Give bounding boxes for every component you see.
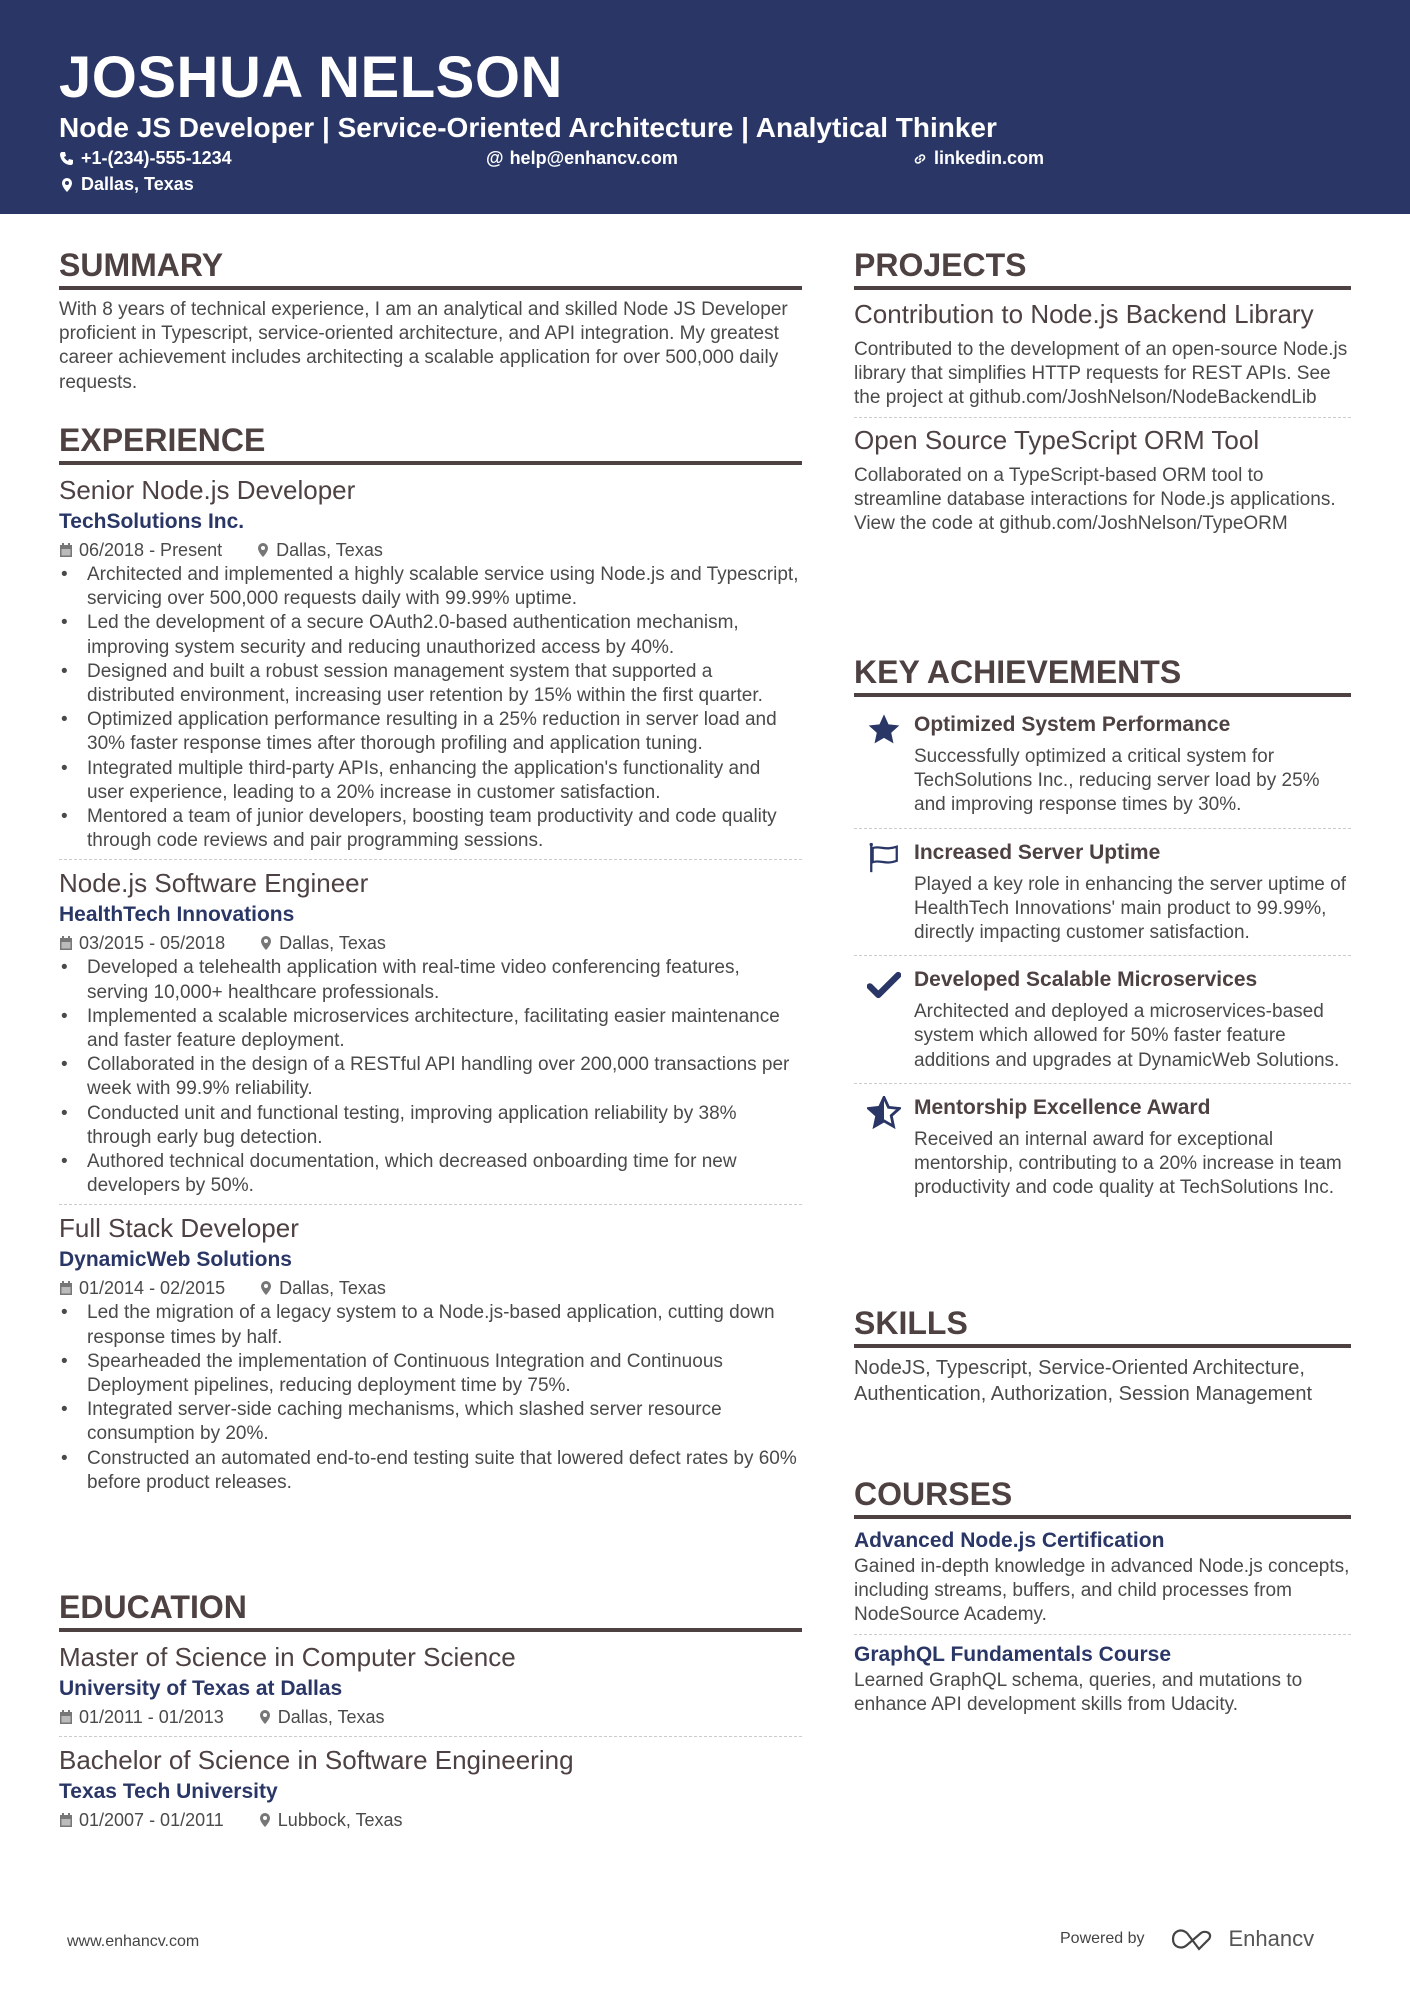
location-pin-icon <box>256 542 270 558</box>
company-name: TechSolutions Inc. <box>59 510 245 533</box>
contact-link[interactable] <box>912 148 1044 169</box>
meta-row <box>59 1704 802 1730</box>
degree: Master of Science in Computer Science <box>59 1642 516 1672</box>
achievement-description: Played a key role in enhancing the server uptime of HealthTech Innovations' main product to 99.99%, directly impacting customer satisfaction. <box>914 873 1346 944</box>
bullet-item: • Designed and built a robust session management system that supported a distributed environment, increasing user retention by 15% within the first quarter. <box>59 660 802 708</box>
dates: 06/2018 - Present <box>79 540 223 560</box>
school-name: University of Texas at Dallas <box>59 1677 343 1700</box>
achievements-section <box>854 653 1351 1206</box>
experience-section <box>59 421 802 1495</box>
section-heading: SUMMARY <box>59 246 802 290</box>
bullet-item: • Architected and implemented a highly scalable service using Node.js and Typescript, servicing over 500,000 requests daily with 99.99% uptime. <box>59 563 802 611</box>
bullet-item: • Integrated server-side caching mechanisms, which slashed server resource consumption by 20%. <box>59 1398 802 1446</box>
bullet-item: • Developed a telehealth application with real-time video conferencing features, serving 10,000+ healthcare professionals. <box>59 956 802 1004</box>
achievement-description: Received an internal award for exceptional mentorship, contributing to a 20% increase in team productivity and code quality at TechSolutions Inc. <box>914 1128 1342 1199</box>
divider <box>854 1634 1351 1635</box>
course-description: Gained in-depth knowledge in advanced Node.js concepts, including streams, buffers, and child processes from NodeSource Academy. <box>854 1556 1350 1626</box>
education-section <box>59 1588 802 1833</box>
course-entry <box>854 1527 1351 1628</box>
section-heading: KEY ACHIEVEMENTS <box>854 653 1351 697</box>
contact-phone <box>59 148 232 169</box>
job-bullets <box>59 1301 802 1495</box>
courses-section <box>854 1475 1351 1717</box>
job-bullets <box>59 956 802 1198</box>
calendar-icon <box>59 1709 73 1725</box>
achievement-entry <box>854 705 1351 824</box>
calendar-icon <box>59 935 73 951</box>
dates: 01/2011 - 01/2013 <box>79 1707 224 1727</box>
course-description: Learned GraphQL schema, queries, and mutations to enhance API development skills from Udacity. <box>854 1669 1303 1715</box>
dates: 01/2014 - 02/2015 <box>79 1278 226 1299</box>
projects-section <box>854 246 1351 536</box>
candidate-name: JOSHUA NELSON <box>59 45 563 110</box>
achievement-description: Architected and deployed a microservices-based system which allowed for 50% faster feature additions and upgrades at DynamicWeb Solutions. <box>914 1001 1340 1071</box>
education-entry <box>59 1640 802 1730</box>
achievement-entry <box>854 1088 1351 1207</box>
link-text: linkedin.com <box>934 148 1045 168</box>
divider <box>854 417 1351 418</box>
job-entry <box>59 866 802 1198</box>
phone-text: +1-(234)-555-1234 <box>81 148 232 168</box>
job-title: Full Stack Developer <box>59 1213 299 1244</box>
company-name: HealthTech Innovations <box>59 903 295 927</box>
bullet-item: • Authored technical documentation, which decreased onboarding time for new developers by 50%. <box>59 1150 802 1198</box>
location: Lubbock, Texas <box>277 1810 403 1830</box>
calendar-icon <box>59 542 73 558</box>
summary-text: With 8 years of technical experience, I am an analytical and skilled Node JS Developer proficient in Typescript, service-oriented architecture, and API integration. My greatest career achievement includes architecting a scalable application for over 500,000 daily requests. <box>59 299 788 393</box>
project-description: Collaborated on a TypeScript-based ORM tool to streamline database interactions for Node.js applications. View the code at github.com/JoshNelson/TypeORM <box>854 464 1336 535</box>
email-text: help@enhancv.com <box>509 148 678 168</box>
star-icon <box>854 711 914 818</box>
school-name: Texas Tech University <box>59 1780 278 1803</box>
section-heading: SKILLS <box>854 1304 1351 1348</box>
location-pin-icon <box>258 1709 272 1725</box>
meta-row <box>59 1275 802 1301</box>
achievement-entry <box>854 833 1351 952</box>
course-entry <box>854 1641 1351 1717</box>
dates: 01/2007 - 01/2011 <box>79 1810 224 1830</box>
at-icon: @ <box>486 148 504 168</box>
job-entry <box>59 1211 802 1495</box>
bullet-item: • Integrated multiple third-party APIs, enhancing the application's functionality and user experience, leading to a 20% increase in customer satisfaction. <box>59 757 802 805</box>
bullet-item: • Collaborated in the design of a RESTful API handling over 200,000 transactions per week with 99.9% reliability. <box>59 1053 802 1101</box>
meta-row <box>59 537 802 563</box>
phone-icon <box>59 151 75 167</box>
meta-row <box>59 930 802 956</box>
job-title: Senior Node.js Developer <box>59 475 356 505</box>
course-title: GraphQL Fundamentals Course <box>854 1642 1171 1666</box>
course-title: Advanced Node.js Certification <box>854 1529 1165 1552</box>
calendar-icon <box>59 1812 73 1828</box>
achievement-title: Mentorship Excellence Award <box>914 1095 1211 1119</box>
location-pin-icon <box>258 1812 272 1828</box>
location-pin-icon <box>259 935 273 951</box>
flag-icon <box>854 839 914 946</box>
job-title: Node.js Software Engineer <box>59 868 369 899</box>
degree: Bachelor of Science in Software Engineering <box>59 1745 574 1775</box>
achievement-description: Successfully optimized a critical system for TechSolutions Inc., reducing server load by 25% and improving response times by 30%. <box>914 746 1320 816</box>
bullet-item: • Spearheaded the implementation of Continuous Integration and Continuous Deployment pipelines, reducing deployment time by 75%. <box>59 1350 802 1398</box>
section-heading: EDUCATION <box>59 1588 802 1632</box>
summary-section <box>59 246 802 395</box>
company-name: DynamicWeb Solutions <box>59 1248 292 1272</box>
calendar-icon <box>59 1280 73 1296</box>
footer-website[interactable]: www.enhancv.com <box>67 1933 200 1950</box>
project-title: Open Source TypeScript ORM Tool <box>854 424 1260 455</box>
check-icon <box>854 966 914 1073</box>
contact-location <box>59 174 194 195</box>
achievement-title: Developed Scalable Microservices <box>914 968 1258 992</box>
enhancv-logo <box>1171 1926 1315 1952</box>
footer-branding <box>1060 1926 1314 1952</box>
section-heading: COURSES <box>854 1475 1351 1519</box>
location: Dallas, Texas <box>277 1707 385 1727</box>
contact-email[interactable] <box>486 148 678 169</box>
location: Dallas, Texas <box>279 933 386 954</box>
achievement-entry <box>854 960 1351 1079</box>
skills-text: NodeJS, Typescript, Service-Oriented Architecture, Authentication, Authorization, Session Management <box>854 1357 1313 1405</box>
section-heading: PROJECTS <box>854 246 1351 290</box>
location-pin-icon <box>59 177 75 193</box>
job-entry <box>59 473 802 853</box>
bullet-item: • Led the development of a secure OAuth2.0-based authentication mechanism, improving system security and reducing unauthorized access by 40%. <box>59 611 802 659</box>
candidate-tagline: Node JS Developer | Service-Oriented Architecture | Analytical Thinker <box>59 112 997 143</box>
project-description: Contributed to the development of an open-source Node.js library that simplifies HTTP requests for REST APIs. See the project at github.com/JoshNelson/NodeBackendLib <box>854 339 1348 409</box>
achievement-title: Optimized System Performance <box>914 713 1231 736</box>
link-icon <box>912 151 928 167</box>
location: Dallas, Texas <box>276 540 383 560</box>
divider <box>854 1083 1351 1084</box>
location: Dallas, Texas <box>279 1278 386 1299</box>
enhancv-logo-icon <box>1171 1927 1217 1951</box>
divider <box>59 1736 802 1737</box>
dates: 03/2015 - 05/2018 <box>79 933 226 954</box>
bullet-item: • Constructed an automated end-to-end testing suite that lowered defect rates by 60% before product releases. <box>59 1447 802 1495</box>
brand-text: Enhancv <box>1228 1926 1315 1951</box>
divider <box>854 828 1351 829</box>
divider <box>59 1204 802 1205</box>
resume-header <box>0 0 1410 214</box>
bullet-item: • Optimized application performance resulting in a 25% reduction in server load and 30% faster response times after thorough profiling and application tuning. <box>59 708 802 756</box>
project-title: Contribution to Node.js Backend Library <box>854 299 1314 329</box>
bullet-item: • Conducted unit and functional testing, improving application reliability by 38% through early bug detection. <box>59 1102 802 1150</box>
section-heading: EXPERIENCE <box>59 421 802 465</box>
location-pin-icon <box>259 1280 273 1296</box>
project-entry <box>854 424 1351 537</box>
project-entry <box>854 298 1351 411</box>
powered-by-text: Powered by <box>1060 1930 1145 1947</box>
divider <box>854 955 1351 956</box>
skills-section <box>854 1304 1351 1407</box>
job-bullets <box>59 563 802 853</box>
half-star-icon <box>854 1094 914 1201</box>
bullet-item: • Implemented a scalable microservices architecture, facilitating easier maintenance and faster feature deployment. <box>59 1005 802 1053</box>
education-entry <box>59 1743 802 1833</box>
bullet-item: • Led the migration of a legacy system to a Node.js-based application, cutting down response times by half. <box>59 1301 802 1349</box>
bullet-item: • Mentored a team of junior developers, boosting team productivity and code quality through code reviews and pair programming sessions. <box>59 805 802 853</box>
divider <box>59 859 802 860</box>
meta-row <box>59 1807 802 1833</box>
location-text: Dallas, Texas <box>81 174 194 194</box>
achievement-title: Increased Server Uptime <box>914 840 1161 864</box>
